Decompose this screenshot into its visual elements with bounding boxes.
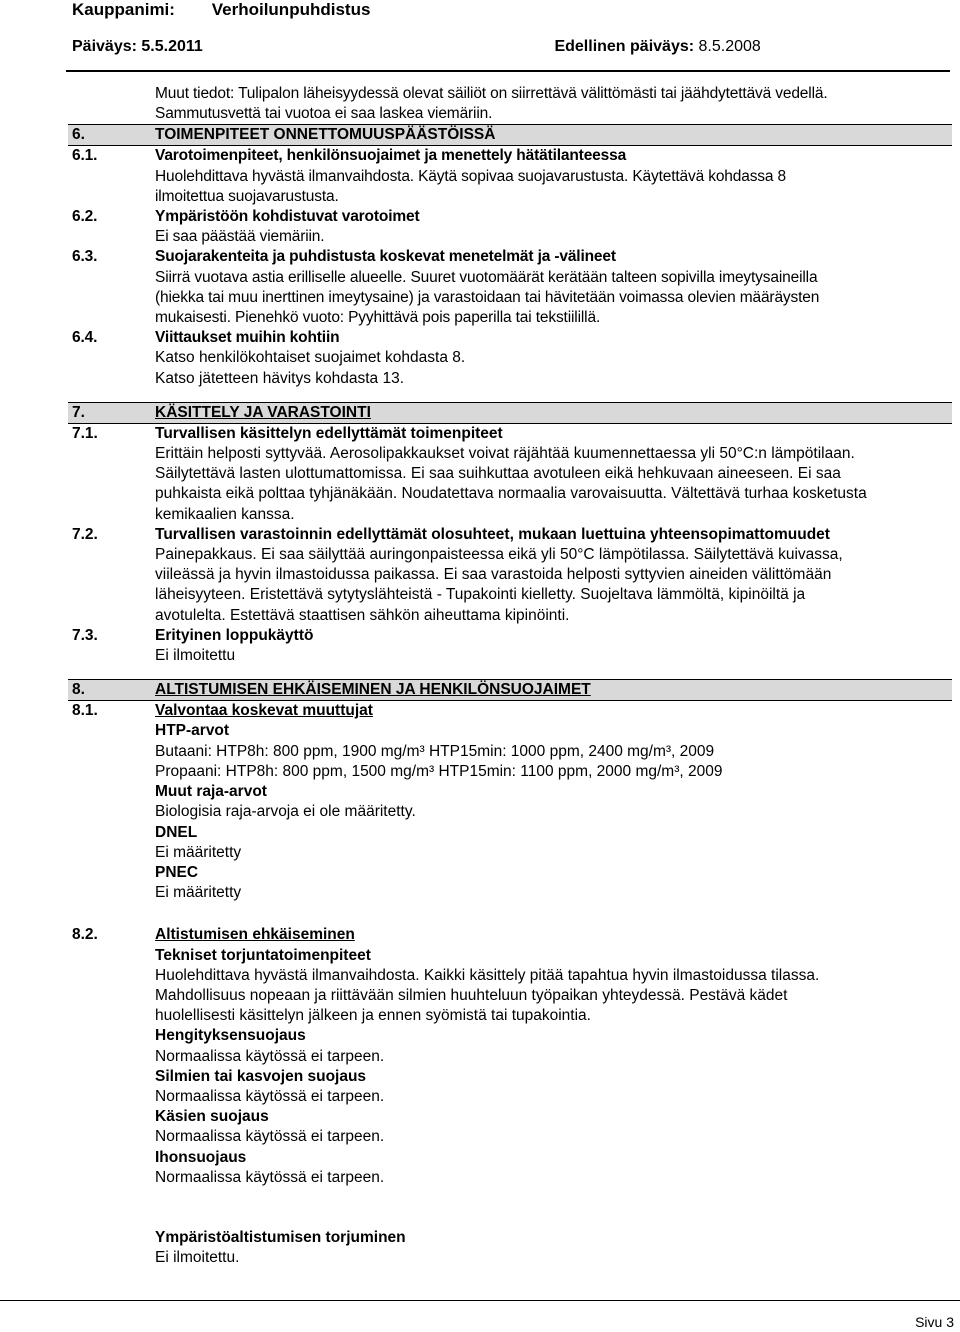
date-label: Päiväys: 5.5.2011 [72,38,203,55]
subsection-number: 6.4. [72,329,98,347]
section-title: TOIMENPITEET ONNETTOMUUSPÄÄSTÖISSÄ [155,126,496,144]
text-line: Ei määritetty [155,843,242,861]
text-line: huolellisesti käsittelyn jälkeen ja ennen syömistä tai tupakointia. [155,1007,591,1025]
subsection-title: Ympäristöön kohdistuvat varotoimet [155,208,420,226]
text-line: Mahdollisuus nopeaan ja riittävään silmien huuhteluun työpaikan yhteydessä. Pestävä kädet [155,986,788,1004]
page-number: Sivu 3 [915,1314,954,1330]
text-line: Säilytettävä lasten ulottumattomissa. Ei saa suihkuttaa avotuleen eikä hehkuvaan aineeseen. Ei saa [155,465,841,483]
text-line: Huolehdittava hyvästä ilmanvaihdosta. Käytä sopivaa suojavarustusta. Käytettävä kohdassa 8 [155,167,786,185]
hand-heading: Käsien suojaus [155,1108,269,1126]
subsection-title: Erityinen loppukäyttö [155,626,314,644]
text-line: Normaalissa käytössä ei tarpeen. [155,1168,385,1186]
intro-line-1: Muut tiedot: Tulipalon läheisyydessä olevat säiliöt on siirrettävä välittömästi tai jäähdytettävä vedellä. [155,85,828,102]
text-line: Ei ilmoitettu. [155,1249,240,1267]
other-limits-heading: Muut raja-arvot [155,783,267,801]
subsection-title: Suojarakenteita ja puhdistusta koskevat menetelmät ja -välineet [155,248,616,266]
subsection-number: 8.1. [72,702,98,720]
footer-divider [0,1300,960,1301]
company-value: Verhoilunpuhdistus [211,0,371,19]
prev-date-value: 8.5.2008 [698,38,761,55]
subsection-title: Turvallisen varastoinnin edellyttämät olosuhteet, mukaan luettuina yhteensopimattomuudet [155,525,830,543]
text-line: Katso henkilökohtaiset suojaimet kohdasta 8. [155,349,466,367]
subsection-number: 6.1. [72,147,98,165]
section-6-heading [68,124,952,146]
text-line: Normaalissa käytössä ei tarpeen. [155,1087,385,1105]
section-title: KÄSITTELY JA VARASTOINTI [155,403,371,421]
text-line: Painepakkaus. Ei saa säilyttää auringonpaisteessa eikä yli 50°C lämpötilassa. Säilytettävä kuivassa, [155,546,843,564]
intro-line-2: Sammutusvettä tai vuotoa ei saa laskea viemäriin. [155,105,493,123]
text-line: Katso jätetteen hävitys kohdasta 13. [155,369,405,387]
header-row-2 [72,38,761,56]
subsection-number: 7.1. [72,424,98,442]
text-line: Ei saa päästää viemäriin. [155,228,325,246]
subsection-number: 6.3. [72,248,98,266]
text-line: Normaalissa käytössä ei tarpeen. [155,1047,385,1065]
technical-heading: Tekniset torjuntatoimenpiteet [155,946,371,964]
subsection-number: 7.3. [72,626,98,644]
htp-butane: Butaani: HTP8h: 800 ppm, 1900 mg/m³ HTP15min: 1000 ppm, 2400 mg/m³, 2009 [155,742,715,760]
subsection-title: Viittaukset muihin kohtiin [155,329,340,347]
header-row-1 [72,0,370,20]
text-line: Normaalissa käytössä ei tarpeen. [155,1128,385,1146]
subsection-title: Altistumisen ehkäiseminen [155,926,355,944]
section-number: 8. [72,681,85,699]
text-line: Huolehdittava hyvästä ilmanvaihdosta. Kaikki käsittely pitää tapahtua hyvin ilmastoidussa tilassa. [155,966,820,984]
section-8-heading [68,679,952,701]
subsection-title: Turvallisen käsittelyn edellyttämät toimenpiteet [155,424,503,442]
environment-heading: Ympäristöaltistumisen torjuminen [155,1228,406,1246]
text-line: ilmoitettua suojavarustusta. [155,187,339,205]
text-line: läheisyyteen. Eristettävä sytytyslähteistä - Tupakointi kielletty. Suojeltava lämmöltä, kipinöiltä ja [155,586,806,604]
text-line: Ei ilmoitettu [155,647,236,665]
document-body [72,84,952,1268]
intro-block [72,84,952,124]
text-line: (hiekka tai muu inerttinen imeytysaine) ja varastoidaan tai hävitetään voimassa olevien määräysten [155,288,820,306]
eye-heading: Silmien tai kasvojen suojaus [155,1067,367,1085]
text-line: kemikaalien kanssa. [155,505,295,523]
pnec-heading: PNEC [155,863,199,881]
section-7-heading [68,402,952,424]
text-line: viileässä ja hyvin ilmastoidussa paikassa. Ei saa varastoida helposti syttyvien aineiden välittömään [155,566,832,584]
text-line: Siirrä vuotava astia erilliselle alueelle. Suuret vuotomäärät kerätään talteen sopivilla imeytysaineilla [155,268,818,286]
subsection-title: Valvontaa koskevat muuttujat [155,702,373,720]
text-line: mukaisesti. Pienehkö vuoto: Pyyhittävä pois paperilla tai tekstiilillä. [155,309,601,327]
text-line: avotulelta. Estettävä staattisen sähkön aiheuttama kipinöinti. [155,606,570,624]
section-number: 6. [72,126,85,144]
subsection-title: Varotoimenpiteet, henkilönsuojaimet ja menettely hätätilanteessa [155,147,627,165]
dnel-heading: DNEL [155,823,198,841]
header-divider [66,70,950,72]
htp-propane: Propaani: HTP8h: 800 ppm, 1500 mg/m³ HTP15min: 1100 ppm, 2000 mg/m³, 2009 [155,762,723,780]
text-line: puhkaista eikä polttaa tyhjänäkään. Noudatettava normaalia varovaisuutta. Vältettävä turhaa kosketusta [155,485,867,503]
subsection-number: 7.2. [72,525,98,543]
section-title: ALTISTUMISEN EHKÄISEMINEN JA HENKILÖNSUOJAIMET [155,681,591,699]
subsection-number: 6.2. [72,208,98,226]
text-line: Biologisia raja-arvoja ei ole määritetty. [155,803,416,821]
text-line: Erittäin helposti syttyvää. Aerosolipakkaukset voivat räjähtää kuumennettaessa yli 50°C:n lämpötilaan. [155,445,855,463]
prev-date-label: Edellinen päiväys: [554,38,695,55]
section-number: 7. [72,403,85,421]
respiratory-heading: Hengityksensuojaus [155,1027,306,1045]
skin-heading: Ihonsuojaus [155,1148,247,1166]
company-label: Kauppanimi: [72,0,175,19]
text-line: Ei määritetty [155,884,242,902]
htp-heading: HTP-arvot [155,722,230,740]
subsection-number: 8.2. [72,926,98,944]
